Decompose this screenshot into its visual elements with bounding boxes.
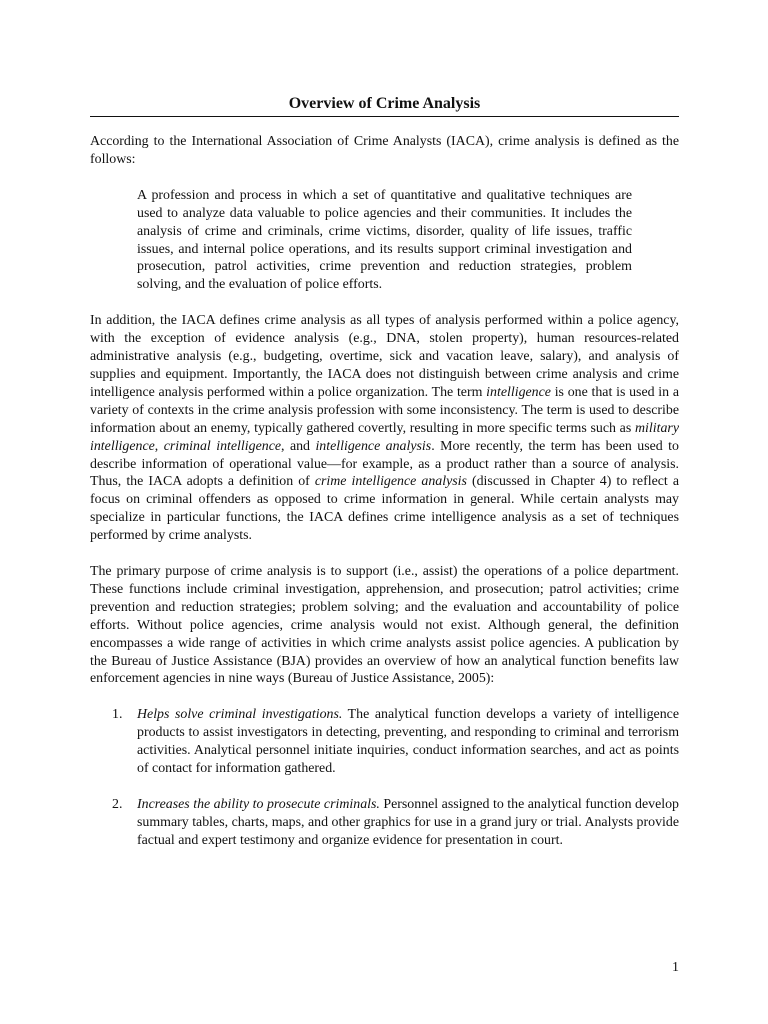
- text-run: In addition, the IACA defines crime analysis as all types of analysis performed within a police agency, with the exception of evidence analysis (e.g., DNA, stolen property), human resources-related administrative analysis (e.g., budgeting, overtime, sick and vacation leave, salary), and analysis of supplies and equipment. Importantly, the IACA does not distinguish between crime analysis and crime intelligence analysis performed within a police organization. The term: [90, 313, 679, 400]
- list-item-text: The analytical function develops a variety of intelligence products to assist investigators in detecting, preventing, and responding to criminal and terrorism activities. Analytical personnel initiate inquiries, conduct information searches, and act as points of contact for information gathered.: [137, 707, 679, 777]
- text-run: (discussed in Chapter 4) to reflect a focus on criminal offenders as opposed to crime information in general. While certain analysts may specialize in particular functions, the IACA defines crime intelligence analysis as a set of techniques performed by crime analysts.: [90, 474, 679, 544]
- document-body: [90, 133, 679, 868]
- list-item-number: 1.: [112, 707, 123, 723]
- iaca-definition-paragraph: [90, 312, 679, 545]
- list-item: [90, 706, 679, 778]
- text-run: , and: [281, 438, 316, 454]
- list-item-heading: Increases the ability to prosecute criminals.: [137, 797, 380, 812]
- page-number: 1: [672, 960, 679, 975]
- italic-term: criminal intelligence: [163, 438, 282, 454]
- title-divider: [90, 116, 679, 117]
- list-item: [90, 796, 679, 850]
- page-title: Overview of Crime Analysis: [288, 95, 481, 112]
- list-item-number: 2.: [112, 797, 123, 812]
- benefits-list: [90, 706, 679, 849]
- block-quote: A profession and process in which a set of quantitative and qualitative techniques are used to analyze data valuable to police agencies and their communities. It includes the analysis of crime and criminals, crime victims, disorder, quality of life issues, traffic issues, and internal police operations, and its results support criminal investigation and prosecution, patrol activities, crime prevention and reduction strategies, problem solving, and the evaluation of police efforts.: [137, 187, 632, 293]
- intro-paragraph: According to the International Association of Crime Analysts (IACA), crime analysis is defined as the follows:: [90, 134, 679, 167]
- italic-term: intelligence analysis: [315, 438, 432, 454]
- list-item-text: Personnel assigned to the analytical function develop summary tables, charts, maps, and other graphics for use in a grand jury or trial. Analysts provide factual and expert testimony and organize evidence for presentation in court.: [137, 797, 679, 848]
- text-run: . More recently, the term has been used to describe information of operational value—for example, as a product rather than a source of analysis. Thus, the IACA adopts a definition of: [90, 438, 679, 490]
- italic-term: military intelligence: [90, 420, 679, 454]
- text-run: ,: [154, 438, 164, 454]
- italic-term: intelligence: [486, 384, 551, 400]
- list-item-heading: Helps solve criminal investigations.: [137, 707, 343, 723]
- purpose-paragraph: The primary purpose of crime analysis is to support (i.e., assist) the operations of a police department. These functions include criminal investigation, apprehension, and prosecution; patrol activities; crime prevention and reduction strategies; problem solving; and the evaluation and accountability of police efforts. Without police agencies, crime analysis would not exist. Although general, the definition encompasses a wide range of activities in which crime analysts assist police agencies. A publication by the Bureau of Justice Assistance (BJA) provides an overview of how an analytical function benefits law enforcement agencies in nine ways (Bureau of Justice Assistance, 2005):: [90, 564, 679, 687]
- italic-term: crime intelligence analysis: [314, 474, 467, 490]
- text-run: is one that is used in a variety of contexts in the crime analysis profession with some inconsistency. The term is used to describe information about an enemy, typically gathered covertly, resulting in more specific terms such as: [90, 384, 680, 436]
